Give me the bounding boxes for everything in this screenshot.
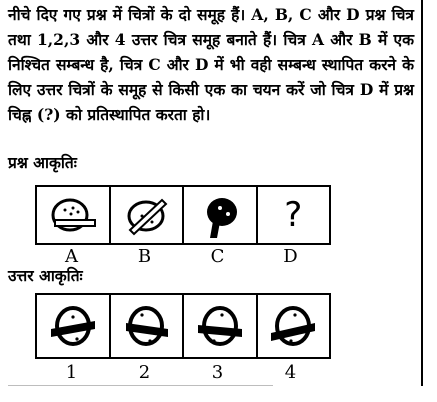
problem-figure-d xyxy=(258,187,330,243)
question-paragraph: नीचे दिए गए प्रश्न में चित्रों के दो समूह हैं। A, B, C और D प्रश्न चित्र तथा 1,2,3 और 4 उत्तर चित्र समूह बनाते हैं। चित्र A और B में एक निश्चित सम्बन्ध है, चित्र C और D में भी वही सम्बन्ध स्थापित करने के लिए उत्तर चित्रों के समूह से किसी एक का चयन करें जो चित्र D में प्रश्न चिह्न (?) को प्रतिस्थापित करता हो। xyxy=(8,5,414,124)
bottom-rule xyxy=(8,385,273,386)
figure-3-shape xyxy=(190,299,250,353)
figure-a-shape xyxy=(43,190,103,240)
figure-4-shape xyxy=(263,299,323,353)
label-2: 2 xyxy=(138,362,151,383)
problem-figures-row xyxy=(35,185,331,245)
answer-figure-labels xyxy=(35,363,327,383)
label-1: 1 xyxy=(65,362,78,383)
answer-figures-row xyxy=(35,293,331,359)
answer-figures-heading: उत्तर आकृतिः xyxy=(8,266,83,285)
answer-figure-2[interactable] xyxy=(111,295,185,357)
problem-figure-c xyxy=(184,187,258,243)
label-4: 4 xyxy=(284,362,297,383)
figure-c-shape xyxy=(190,190,250,240)
problem-figures-heading: प्रश्न आकृतिः xyxy=(8,153,77,172)
answer-figure-3[interactable] xyxy=(184,295,258,357)
label-3: 3 xyxy=(211,362,224,383)
right-border-line xyxy=(421,0,423,386)
figure-b-shape xyxy=(116,190,176,240)
missing-figure-question-mark: ? xyxy=(284,195,303,235)
problem-figure-b xyxy=(111,187,185,243)
problem-figure-labels xyxy=(35,247,327,267)
label-c: C xyxy=(210,246,225,267)
answer-figure-1[interactable] xyxy=(37,295,111,357)
label-a: A xyxy=(65,246,78,267)
figure-2-shape xyxy=(116,299,176,353)
label-d: D xyxy=(283,246,298,267)
label-b: B xyxy=(137,246,152,267)
answer-figure-4[interactable] xyxy=(258,295,330,357)
problem-figure-a xyxy=(37,187,111,243)
figure-1-shape xyxy=(43,299,103,353)
